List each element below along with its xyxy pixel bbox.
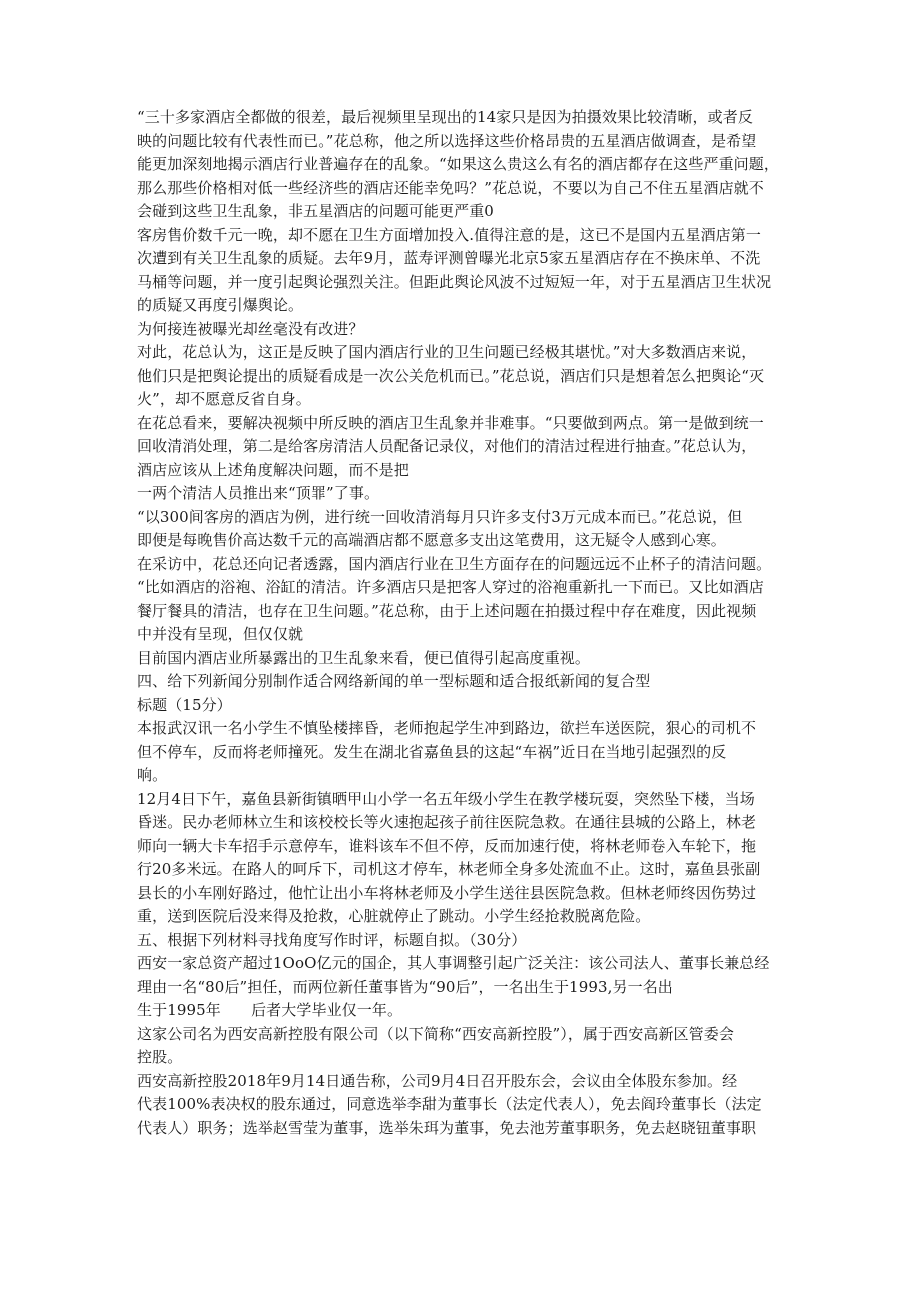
text-line: 客房售价数千元一晚，却不愿在卫生方面增加投入.值得注意的是，这已不是国内五星酒店第一 <box>137 225 761 244</box>
text-line: 师向一辆大卡车招手示意停车，谁料该车不但不停，反而加速行使，将林老师卷入车轮下，拖 <box>137 836 757 855</box>
text-line: 重，送到医院后没来得及抢救，心脏就停止了跳动。小学生经抢救脱离危险。 <box>137 907 651 925</box>
text-line: 马桶等问题，并一度引起舆论强烈关注。但距此舆论风波不过短短一年，对于五星酒店卫生状况 <box>137 272 772 291</box>
text-line: 代表人）职务；选举赵雪莹为董事，选举朱珥为董事，免去池芳董事职务，免去赵晓钮董事职 <box>137 1118 757 1137</box>
text-line: 他们只是把舆论提出的质疑看成是一次公关危机而已。”花总说，酒店们只是想着怎么把舆论“灭 <box>137 366 765 385</box>
text-line: 控股。 <box>137 1048 183 1066</box>
text-line: 四、给下列新闻分别制作适合网络新闻的单一型标题和适合报纸新闻的复合型 <box>137 672 651 690</box>
text-line: 映的问题比较有代表性而已。”花总称，他之所以选择这些价格昂贵的五星酒店做调查，是希望 <box>137 131 757 150</box>
text-line: 12月4日下午，嘉鱼县新街镇晒甲山小学一名五年级小学生在教学楼玩耍，突然坠下楼，当场 <box>137 789 755 808</box>
text-line: 行20多米远。在路人的呵斥下，司机这才停车，林老师全身多处流血不止。这时，嘉鱼县张副 <box>137 860 761 878</box>
text-line: 目前国内酒店业所暴露出的卫生乱象来看，便已值得引起高度重视。 <box>137 648 591 667</box>
text-line: 昏迷。民办老师林立生和该校校长等火速抱起孩子前往医院急救。在通往县城的公路上，林老 <box>137 813 757 831</box>
text-line: 回收清消处理，第二是给客房清洁人员配备记录仪，对他们的清洁过程进行抽查。”花总认为， <box>137 437 757 455</box>
text-line: 火”，却不愿意反省自身。 <box>137 390 311 408</box>
text-line: 生于1995年 后者大学毕业仅一年。 <box>137 1001 403 1019</box>
text-line: 即便是每晚售价高达数千元的高端酒店都不愿意多支出这笔费用，这无疑令人感到心寒。 <box>137 531 726 549</box>
text-line: 餐厅餐具的清洁，也存在卫生问题。”花总称，由于上述问题在拍摄过程中存在难度，因此视频 <box>137 601 757 620</box>
text-line: 西安一家总资产超过1OoO亿元的国企，其人事调整引起广泛关注：该公司法人、董事长兼总经 <box>137 954 770 972</box>
text-line: 但不停车，反而将老师撞死。发生在湖北省嘉鱼县的这起“车祸”近日在当地引起强烈的反 <box>137 742 727 761</box>
text-line: 在花总看来，要解决视频中所反映的酒店卫生乱象并非难事。“只要做到两点。第一是做到统一 <box>137 413 764 432</box>
text-line: 次遭到有关卫生乱象的质疑。去年9月，蓝寿评测曾曝光北京5家五星酒店存在不换床单、不洗 <box>137 249 761 267</box>
text-line: 在采访中，花总还向记者透露，国内酒店行业在卫生方面存在的问题远远不止杯子的清洁问题。 <box>137 554 772 573</box>
text-line: “以300间客房的酒店为例，进行统一回收清消每月只许多支付3万元成本而已。”花总说，但 <box>137 507 743 526</box>
text-line: 本报武汉讯一名小学生不慎坠楼摔昏，老师抱起学生冲到路边，欲拦车送医院，狠心的司机不 <box>137 719 757 737</box>
text-line: 那么那些价格相对低一些经济些的酒店还能幸免吗？”花总说，不要以为自己不住五星酒店就不 <box>137 178 764 197</box>
text-line: 为何接连被曝光却丝毫没有改进？ <box>137 319 364 338</box>
text-line: 响。 <box>137 766 168 784</box>
text-line: 能更加深刻地揭示酒店行业普遍存在的乱象。“如果这么贵这么有名的酒店都存在这些严重问题， <box>137 155 779 173</box>
text-line: 标题（15分） <box>137 695 232 714</box>
text-line: 一两个清洁人员推出来“顶罪”了事。 <box>137 484 380 502</box>
text-line: 五、根据下列材料寻找角度写作时评，标题自拟。（30分） <box>137 930 527 949</box>
document-body <box>137 106 787 1140</box>
text-line: “三十多家酒店全都做的很差，最后视频里呈现出的14家只是因为拍摄效果比较清晰，或者反 <box>137 108 753 126</box>
text-line: 酒店应该从上述角度解决问题，而不是把 <box>137 460 409 479</box>
text-line: 西安高新控股2018年9月14日通告称，公司9月4日召开股东会，会议由全体股东参加。经 <box>137 1071 738 1090</box>
text-line: 理由一名“80后”担任，而两位新任董事皆为“90后”，一名出生于1993,另一名出 <box>137 977 673 996</box>
text-line: 中并没有呈现，但仅仅就 <box>137 625 304 643</box>
text-line: 这家公司名为西安高新控股有限公司（以下简称“西安高新控股”），属于西安高新区管委会 <box>137 1024 734 1043</box>
text-line: 会碰到这些卫生乱象，非五星酒店的问题可能更严重0 <box>137 202 494 220</box>
text-line: “比如酒店的浴袍、浴缸的清洁。许多酒店只是把客人穿过的浴袍重新扎一下而已。又比如酒店 <box>137 578 764 596</box>
text-line: 的质疑又再度引爆舆论。 <box>137 296 304 314</box>
text-line: 代表100%表决权的股东通过，同意选举李甜为董事长（法定代表人），免去阎玲董事长（法定 <box>137 1095 762 1113</box>
text-line: 对此，花总认为，这正是反映了国内酒店行业的卫生问题已经极其堪忧。”对大多数酒店来说， <box>137 343 757 361</box>
text-line: 县长的小车刚好路过，他忙让出小车将林老师及小学生送往县医院急救。但林老师终因伤势过 <box>137 883 757 902</box>
